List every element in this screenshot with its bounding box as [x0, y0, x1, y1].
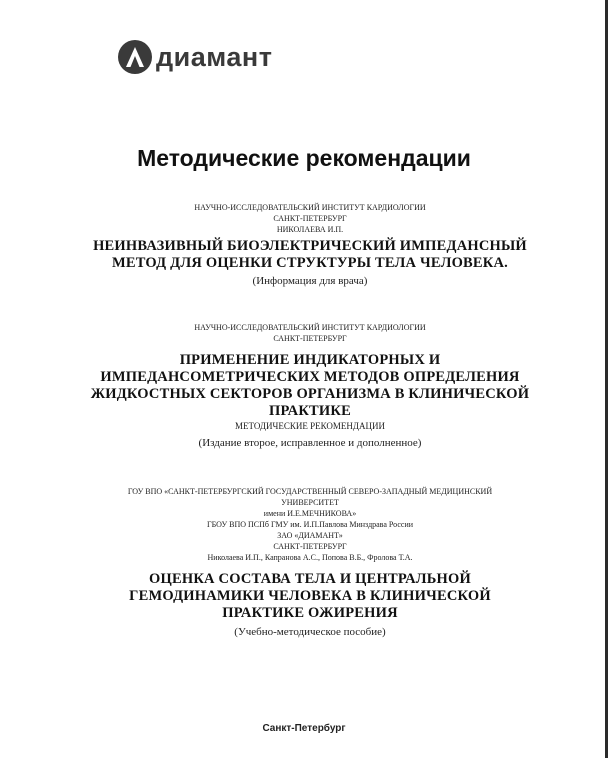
author-line: Николаева И.П., Капранова А.С., Попова В.Б., Фролова Т.А.	[207, 553, 413, 562]
section-heading-line: ОЦЕНКА СОСТАВА ТЕЛА И ЦЕНТРАЛЬНОЙ	[149, 571, 471, 587]
section-note: (Учебно-методическое пособие)	[234, 626, 386, 638]
section-1	[60, 202, 560, 289]
page-title: Методические рекомендации	[137, 145, 471, 171]
section-heading-line: ПРАКТИКЕ ОЖИРЕНИЯ	[222, 605, 398, 621]
institution-line: ГБОУ ВПО ПСПб ГМУ им. И.П.Павлова Минздрава России	[206, 520, 414, 529]
logo-name: диамант	[156, 42, 273, 72]
section-note: (Издание второе, исправленное и дополненное)	[198, 437, 422, 449]
footer-city: Санкт-Петербург	[262, 723, 346, 734]
institution-line: имени И.Е.МЕЧНИКОВА»	[263, 509, 357, 518]
institution-line: УНИВЕРСИТЕТ	[281, 498, 339, 507]
section-3	[60, 486, 560, 640]
institution-line: ЗАО «ДИАМАНТ»	[277, 531, 343, 540]
institution-line: САНКТ-ПЕТЕРБУРГ	[273, 334, 347, 343]
institution-line: НАУЧНО-ИССЛЕДОВАТЕЛЬСКИЙ ИНСТИТУТ КАРДИОЛОГИИ	[194, 203, 426, 212]
method-label: МЕТОДИЧЕСКИЕ РЕКОМЕНДАЦИИ	[234, 421, 386, 431]
section-heading-line: ПРАКТИКЕ	[268, 403, 351, 419]
diamant-logo	[118, 40, 272, 74]
section-heading-line: ИМПЕДАНСОМЕТРИЧЕСКИХ МЕТОДОВ ОПРЕДЕЛЕНИЯ	[100, 369, 520, 385]
section-heading-line: МЕТОД ДЛЯ ОЦЕНКИ СТРУКТУРЫ ТЕЛА ЧЕЛОВЕКА.	[111, 255, 509, 271]
institution-line: НАУЧНО-ИССЛЕДОВАТЕЛЬСКИЙ ИНСТИТУТ КАРДИОЛОГИИ	[194, 323, 426, 332]
logo-mark-icon	[118, 40, 152, 74]
section-2	[60, 322, 560, 451]
institution-line: САНКТ-ПЕТЕРБУРГ	[273, 542, 347, 551]
institution-line: САНКТ-ПЕТЕРБУРГ	[273, 214, 347, 223]
author-line: НИКОЛАЕВА И.П.	[276, 225, 344, 234]
section-heading-line: ЖИДКОСТНЫХ СЕКТОРОВ ОРГАНИЗМА В КЛИНИЧЕСКОЙ	[90, 386, 530, 402]
section-heading-line: НЕИНВАЗИВНЫЙ БИОЭЛЕКТРИЧЕСКИЙ ИМПЕДАНСНЫЙ	[93, 238, 527, 254]
section-note: (Информация для врача)	[252, 275, 368, 287]
section-heading-line: ГЕМОДИНАМИКИ ЧЕЛОВЕКА В КЛИНИЧЕСКОЙ	[129, 588, 491, 604]
section-heading-line: ПРИМЕНЕНИЕ ИНДИКАТОРНЫХ И	[179, 352, 441, 368]
institution-line: ГОУ ВПО «САНКТ-ПЕТЕРБУРГСКИЙ ГОСУДАРСТВЕННЫЙ СЕВЕРО-ЗАПАДНЫЙ МЕДИЦИНСКИЙ	[127, 487, 493, 496]
